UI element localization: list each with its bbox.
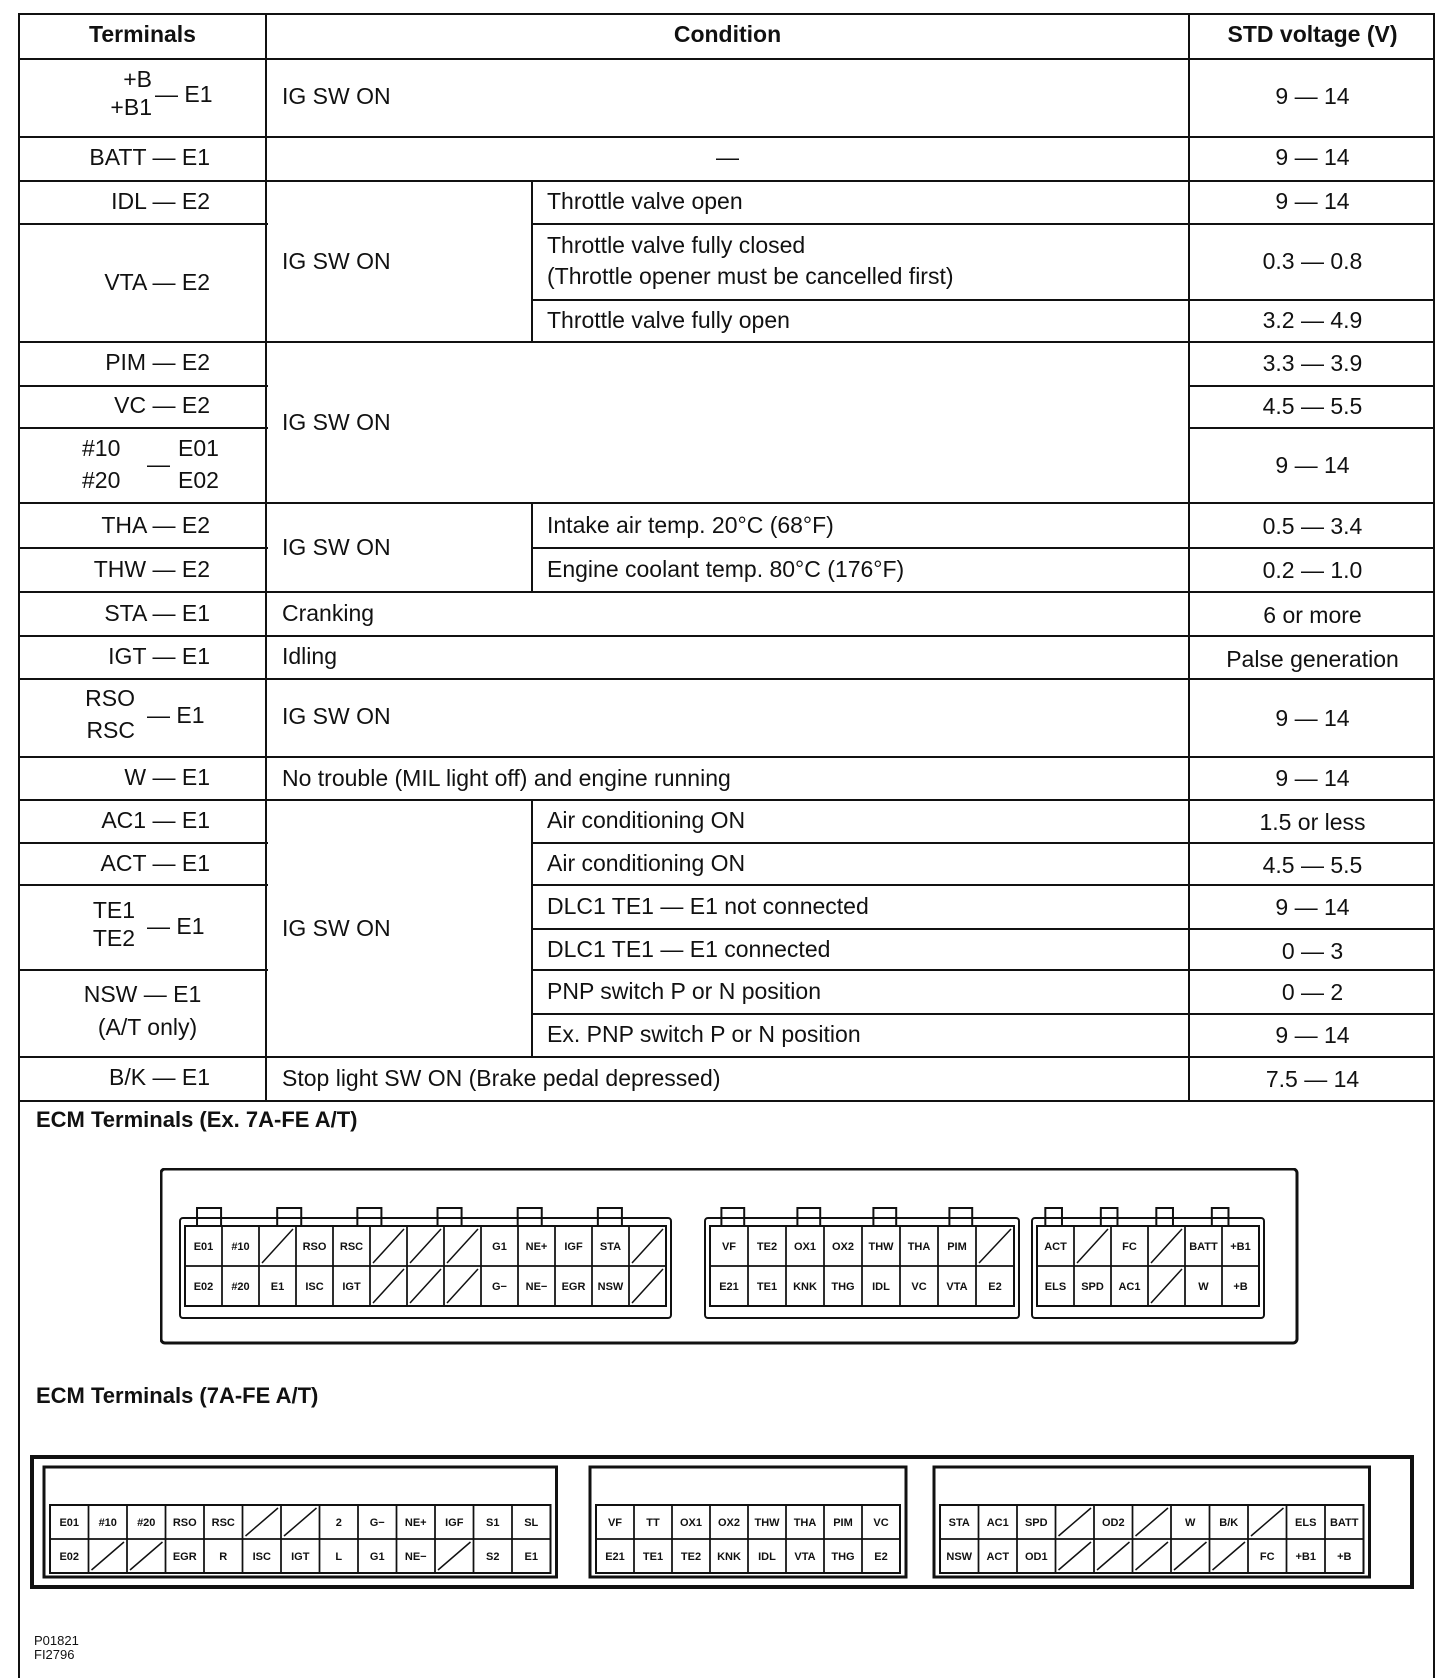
terminal-20: #20 bbox=[82, 467, 121, 493]
pin-label: KNK bbox=[717, 1551, 741, 1563]
pin-label: B/K bbox=[1219, 1517, 1239, 1529]
terminal-bk: B/K — E1 bbox=[109, 1064, 210, 1090]
voltage-value: 6 or more bbox=[1263, 602, 1362, 628]
empty-pin-slash bbox=[1151, 1229, 1182, 1263]
voltage-value: 4.5 — 5.5 bbox=[1262, 393, 1363, 419]
sub-condition: Engine coolant temp. 80°C (176°F) bbox=[547, 556, 905, 582]
empty-pin-slash bbox=[410, 1269, 441, 1303]
voltage-value: 0.5 — 3.4 bbox=[1262, 513, 1363, 539]
pin-label: BATT bbox=[1189, 1241, 1218, 1253]
sub-condition: (Throttle opener must be cancelled first) bbox=[547, 263, 954, 289]
ecm-ex-connector-2 bbox=[710, 1226, 1014, 1306]
voltage-value: 1.5 or less bbox=[1259, 809, 1366, 835]
terminal-nsw: NSW — E1 bbox=[83, 981, 202, 1007]
ecm-ex-shell-1 bbox=[180, 1218, 671, 1318]
empty-pin-slash bbox=[1097, 1542, 1130, 1570]
empty-pin-slash bbox=[373, 1229, 404, 1263]
terminal-b: +B bbox=[123, 66, 152, 92]
pin-label: E21 bbox=[719, 1281, 739, 1293]
pin-label: E2 bbox=[988, 1281, 1002, 1293]
pin-label: EGR bbox=[561, 1281, 586, 1293]
terminal-act: ACT — E1 bbox=[100, 850, 210, 876]
pin-label: NE− bbox=[525, 1281, 548, 1293]
terminal-suffix: — E1 bbox=[147, 702, 205, 728]
empty-pin-slash bbox=[1059, 1542, 1092, 1570]
pin-label: NSW bbox=[597, 1281, 624, 1293]
empty-pin-slash bbox=[1077, 1229, 1108, 1263]
voltage-value: 0 — 3 bbox=[1281, 938, 1344, 964]
pin-label: THG bbox=[831, 1551, 855, 1563]
pin-label: RSC bbox=[339, 1241, 364, 1253]
pin-label: E01 bbox=[59, 1517, 80, 1529]
pin-label: NSW bbox=[946, 1551, 973, 1563]
pin-label: #10 bbox=[231, 1241, 250, 1253]
pin-label: VTA bbox=[794, 1551, 816, 1563]
pin-label: KNK bbox=[793, 1281, 817, 1293]
pin-label: VC bbox=[911, 1281, 927, 1293]
pin-label: E1 bbox=[270, 1281, 285, 1293]
terminal-te2: TE2 bbox=[92, 925, 135, 951]
pin-label: W bbox=[1185, 1517, 1196, 1529]
voltage-value: 9 — 14 bbox=[1275, 705, 1350, 731]
terminal-rsc: RSC bbox=[86, 717, 135, 743]
ecm-7a-connector-1 bbox=[50, 1505, 551, 1573]
pin-label: PIM bbox=[833, 1517, 853, 1529]
condition-text: IG SW ON bbox=[282, 915, 391, 941]
pin-label: OX1 bbox=[793, 1241, 817, 1253]
empty-pin-slash bbox=[92, 1542, 125, 1570]
terminal-te1: TE1 bbox=[92, 897, 135, 923]
voltage-value: 9 — 14 bbox=[1275, 894, 1350, 920]
pin-label: TE2 bbox=[756, 1241, 778, 1253]
pin-label: E02 bbox=[193, 1281, 214, 1293]
pin-label: E21 bbox=[605, 1551, 625, 1563]
voltage-value: 0.2 — 1.0 bbox=[1262, 557, 1363, 583]
condition-text: Cranking bbox=[282, 600, 375, 626]
pin-label: IGT bbox=[342, 1281, 361, 1293]
pin-label: #20 bbox=[231, 1281, 250, 1293]
terminal-vta: VTA — E2 bbox=[104, 269, 210, 295]
empty-pin-slash bbox=[1059, 1508, 1092, 1536]
condition-text: IG SW ON bbox=[282, 534, 391, 560]
pin-label: OX2 bbox=[831, 1241, 855, 1253]
empty-pin-slash bbox=[438, 1542, 471, 1570]
terminal-tha: THA — E2 bbox=[101, 512, 210, 538]
terminal-e02: E02 bbox=[178, 467, 219, 493]
pin-label: R bbox=[219, 1551, 228, 1563]
terminal-pim: PIM — E2 bbox=[105, 349, 210, 375]
pin-label: OX1 bbox=[679, 1517, 703, 1529]
voltage-value: 9 — 14 bbox=[1275, 1022, 1350, 1048]
terminal-thw: THW — E2 bbox=[93, 556, 210, 582]
pin-label: FC bbox=[1122, 1241, 1137, 1253]
ecm-7a-connector-2 bbox=[596, 1505, 900, 1573]
ecm-ex-title: ECM Terminals (Ex. 7A-FE A/T) bbox=[36, 1107, 358, 1132]
pin-label: VC bbox=[873, 1517, 889, 1529]
empty-pin-slash bbox=[1136, 1542, 1169, 1570]
pin-label: OX2 bbox=[717, 1517, 741, 1529]
terminal-idl: IDL — E2 bbox=[111, 188, 210, 214]
voltage-value: 0 — 2 bbox=[1281, 979, 1344, 1005]
pin-label: THW bbox=[868, 1241, 894, 1253]
pin-label: +B1 bbox=[1295, 1551, 1316, 1563]
pin-label: SPD bbox=[1024, 1517, 1048, 1529]
ecm-ex-housing bbox=[161, 1169, 1297, 1343]
pin-label: RSO bbox=[172, 1517, 197, 1529]
pin-label: OD1 bbox=[1024, 1551, 1048, 1563]
voltage-value: 3.2 — 4.9 bbox=[1262, 307, 1363, 333]
ecm-ex-connector bbox=[160, 1168, 1300, 1348]
pin-label: STA bbox=[948, 1517, 970, 1529]
ecm-7a-title: ECM Terminals (7A-FE A/T) bbox=[36, 1383, 319, 1408]
sub-condition: Ex. PNP switch P or N position bbox=[547, 1021, 861, 1047]
sub-condition: DLC1 TE1 — E1 connected bbox=[547, 936, 831, 962]
terminal-batt: BATT — E1 bbox=[89, 144, 210, 170]
pin-label: TT bbox=[646, 1517, 660, 1529]
figure-code-2: FI2796 bbox=[34, 1647, 75, 1662]
sub-condition: Throttle valve open bbox=[547, 188, 743, 214]
pin-label: E2 bbox=[874, 1551, 888, 1563]
pin-label: ISC bbox=[305, 1281, 324, 1293]
ecm-ex-diagram bbox=[160, 1168, 1300, 1348]
pin-label: STA bbox=[599, 1241, 622, 1253]
condition-text: IG SW ON bbox=[282, 248, 391, 274]
empty-pin-slash bbox=[1136, 1508, 1169, 1536]
empty-pin-slash bbox=[130, 1542, 163, 1570]
header-voltage: STD voltage (V) bbox=[1227, 21, 1398, 47]
pin-label: +B bbox=[1337, 1551, 1352, 1563]
pin-label: E1 bbox=[524, 1551, 538, 1563]
pin-label: ISC bbox=[252, 1551, 271, 1563]
empty-pin-slash bbox=[373, 1269, 404, 1303]
sub-condition: DLC1 TE1 — E1 not connected bbox=[547, 893, 869, 919]
empty-pin-slash bbox=[979, 1229, 1011, 1263]
pin-label: E02 bbox=[59, 1551, 80, 1563]
condition-text: IG SW ON bbox=[282, 83, 391, 109]
voltage-value: 0.3 — 0.8 bbox=[1262, 248, 1363, 274]
pin-label: TE1 bbox=[756, 1281, 778, 1293]
empty-pin-slash bbox=[1213, 1542, 1246, 1570]
pin-label: AC1 bbox=[986, 1517, 1009, 1529]
pin-label: RSO bbox=[302, 1241, 327, 1253]
ecm-ex-connector-3 bbox=[1037, 1226, 1259, 1306]
pin-label: #20 bbox=[137, 1517, 156, 1529]
pin-label: SPD bbox=[1081, 1281, 1104, 1293]
voltage-value: 4.5 — 5.5 bbox=[1262, 852, 1363, 878]
pin-label: ACT bbox=[1044, 1241, 1067, 1253]
pin-label: IDL bbox=[872, 1281, 890, 1293]
terminal-suffix: — E1 bbox=[147, 913, 205, 939]
pin-label: #10 bbox=[98, 1517, 117, 1529]
empty-pin-slash bbox=[447, 1229, 478, 1263]
pin-label: G− bbox=[492, 1281, 507, 1293]
pin-label: IGF bbox=[445, 1517, 464, 1529]
pin-label: S2 bbox=[486, 1551, 500, 1563]
pin-label: ELS bbox=[1295, 1517, 1317, 1529]
terminal-sta: STA — E1 bbox=[104, 600, 210, 626]
pin-label: G− bbox=[369, 1517, 385, 1529]
pin-label: VF bbox=[721, 1241, 737, 1253]
terminal-10: #10 bbox=[82, 435, 121, 461]
empty-pin-slash bbox=[284, 1508, 317, 1536]
terminal-ac1: AC1 — E1 bbox=[101, 807, 210, 833]
terminal-suffix: — E1 bbox=[155, 81, 213, 107]
voltage-value: 9 — 14 bbox=[1275, 188, 1350, 214]
pin-label: E01 bbox=[193, 1241, 214, 1253]
pin-label: THG bbox=[831, 1281, 855, 1293]
voltage-value: 3.3 — 3.9 bbox=[1262, 350, 1363, 376]
pin-label: RSC bbox=[211, 1517, 235, 1529]
pin-label: FC bbox=[1259, 1551, 1275, 1563]
sub-condition: Intake air temp. 20°C (68°F) bbox=[547, 512, 834, 538]
pin-label: +B bbox=[1233, 1281, 1248, 1293]
pin-label: TE1 bbox=[642, 1551, 664, 1563]
ecm-7a-diagram bbox=[30, 1455, 1426, 1595]
ecm-7a-connector-3 bbox=[940, 1505, 1364, 1573]
pin-label: G1 bbox=[492, 1241, 507, 1253]
terminal-e01: E01 bbox=[178, 435, 219, 461]
pin-label: TE2 bbox=[680, 1551, 702, 1563]
pin-label: BATT bbox=[1329, 1517, 1359, 1529]
condition-text: IG SW ON bbox=[282, 703, 391, 729]
empty-pin-slash bbox=[1251, 1508, 1284, 1536]
voltage-value: 9 — 14 bbox=[1275, 83, 1350, 109]
pin-label: AC1 bbox=[1118, 1281, 1141, 1293]
header-condition: Condition bbox=[673, 21, 782, 47]
pin-label: ACT bbox=[986, 1551, 1010, 1563]
terminal-w: W — E1 bbox=[124, 764, 210, 790]
header-terminals: Terminals bbox=[89, 21, 196, 47]
pin-label: SL bbox=[524, 1517, 539, 1529]
pin-label: NE− bbox=[404, 1551, 427, 1563]
voltage-value: Palse generation bbox=[1226, 646, 1399, 672]
ecm-ex-connector-1 bbox=[185, 1226, 666, 1306]
voltage-value: 9 — 14 bbox=[1275, 452, 1350, 478]
empty-pin-slash bbox=[632, 1229, 663, 1263]
pin-label: +B1 bbox=[1230, 1241, 1251, 1253]
pin-label: EGR bbox=[172, 1551, 197, 1563]
condition-text: IG SW ON bbox=[282, 409, 391, 435]
terminal-dash: — bbox=[147, 451, 170, 477]
terminal-b1: +B1 bbox=[110, 94, 152, 120]
ecm-7a-connector bbox=[30, 1455, 1426, 1595]
pin-label: L bbox=[335, 1551, 343, 1563]
condition-text: Idling bbox=[282, 643, 337, 669]
pin-label: THA bbox=[907, 1241, 931, 1253]
voltage-value: 9 — 14 bbox=[1275, 144, 1350, 170]
sub-condition: Throttle valve fully closed bbox=[547, 232, 806, 258]
sub-condition: Air conditioning ON bbox=[547, 850, 746, 876]
empty-pin-slash bbox=[1174, 1542, 1207, 1570]
figure-code-1: P01821 bbox=[34, 1633, 79, 1648]
empty-pin-slash bbox=[246, 1508, 279, 1536]
pin-label: THA bbox=[793, 1517, 817, 1529]
sub-condition: Throttle valve fully open bbox=[547, 307, 790, 333]
terminal-rso: RSO bbox=[85, 685, 135, 711]
sub-condition: PNP switch P or N position bbox=[547, 978, 821, 1004]
pin-label: VF bbox=[607, 1517, 623, 1529]
pin-label: NE+ bbox=[525, 1241, 548, 1253]
pin-label: IDL bbox=[758, 1551, 776, 1563]
condition-text: No trouble (MIL light off) and engine running bbox=[282, 765, 731, 791]
condition-text: — bbox=[716, 144, 739, 170]
pin-label: ELS bbox=[1044, 1281, 1067, 1293]
terminal-igt: IGT — E1 bbox=[108, 643, 210, 669]
terminal-vc: VC — E2 bbox=[114, 392, 210, 418]
pin-label: IGF bbox=[564, 1241, 583, 1253]
voltage-value: 7.5 — 14 bbox=[1265, 1066, 1360, 1092]
pin-label: OD2 bbox=[1101, 1517, 1125, 1529]
empty-pin-slash bbox=[447, 1269, 478, 1303]
empty-pin-slash bbox=[410, 1229, 441, 1263]
pin-label: IGT bbox=[291, 1551, 310, 1563]
empty-pin-slash bbox=[262, 1229, 293, 1263]
pin-label: 2 bbox=[335, 1517, 342, 1529]
pin-label: PIM bbox=[947, 1241, 967, 1253]
empty-pin-slash bbox=[1151, 1269, 1182, 1303]
pin-label: VTA bbox=[946, 1281, 968, 1293]
pin-label: THW bbox=[754, 1517, 780, 1529]
empty-pin-slash bbox=[632, 1269, 663, 1303]
voltage-value: 9 — 14 bbox=[1275, 765, 1350, 791]
condition-text: Stop light SW ON (Brake pedal depressed) bbox=[282, 1065, 721, 1091]
pin-label: G1 bbox=[369, 1551, 385, 1563]
sub-condition: Air conditioning ON bbox=[547, 807, 746, 833]
terminal-nsw-note: (A/T only) bbox=[97, 1014, 198, 1040]
pin-label: S1 bbox=[486, 1517, 500, 1529]
pin-label: W bbox=[1198, 1281, 1209, 1293]
pin-label: NE+ bbox=[404, 1517, 427, 1529]
